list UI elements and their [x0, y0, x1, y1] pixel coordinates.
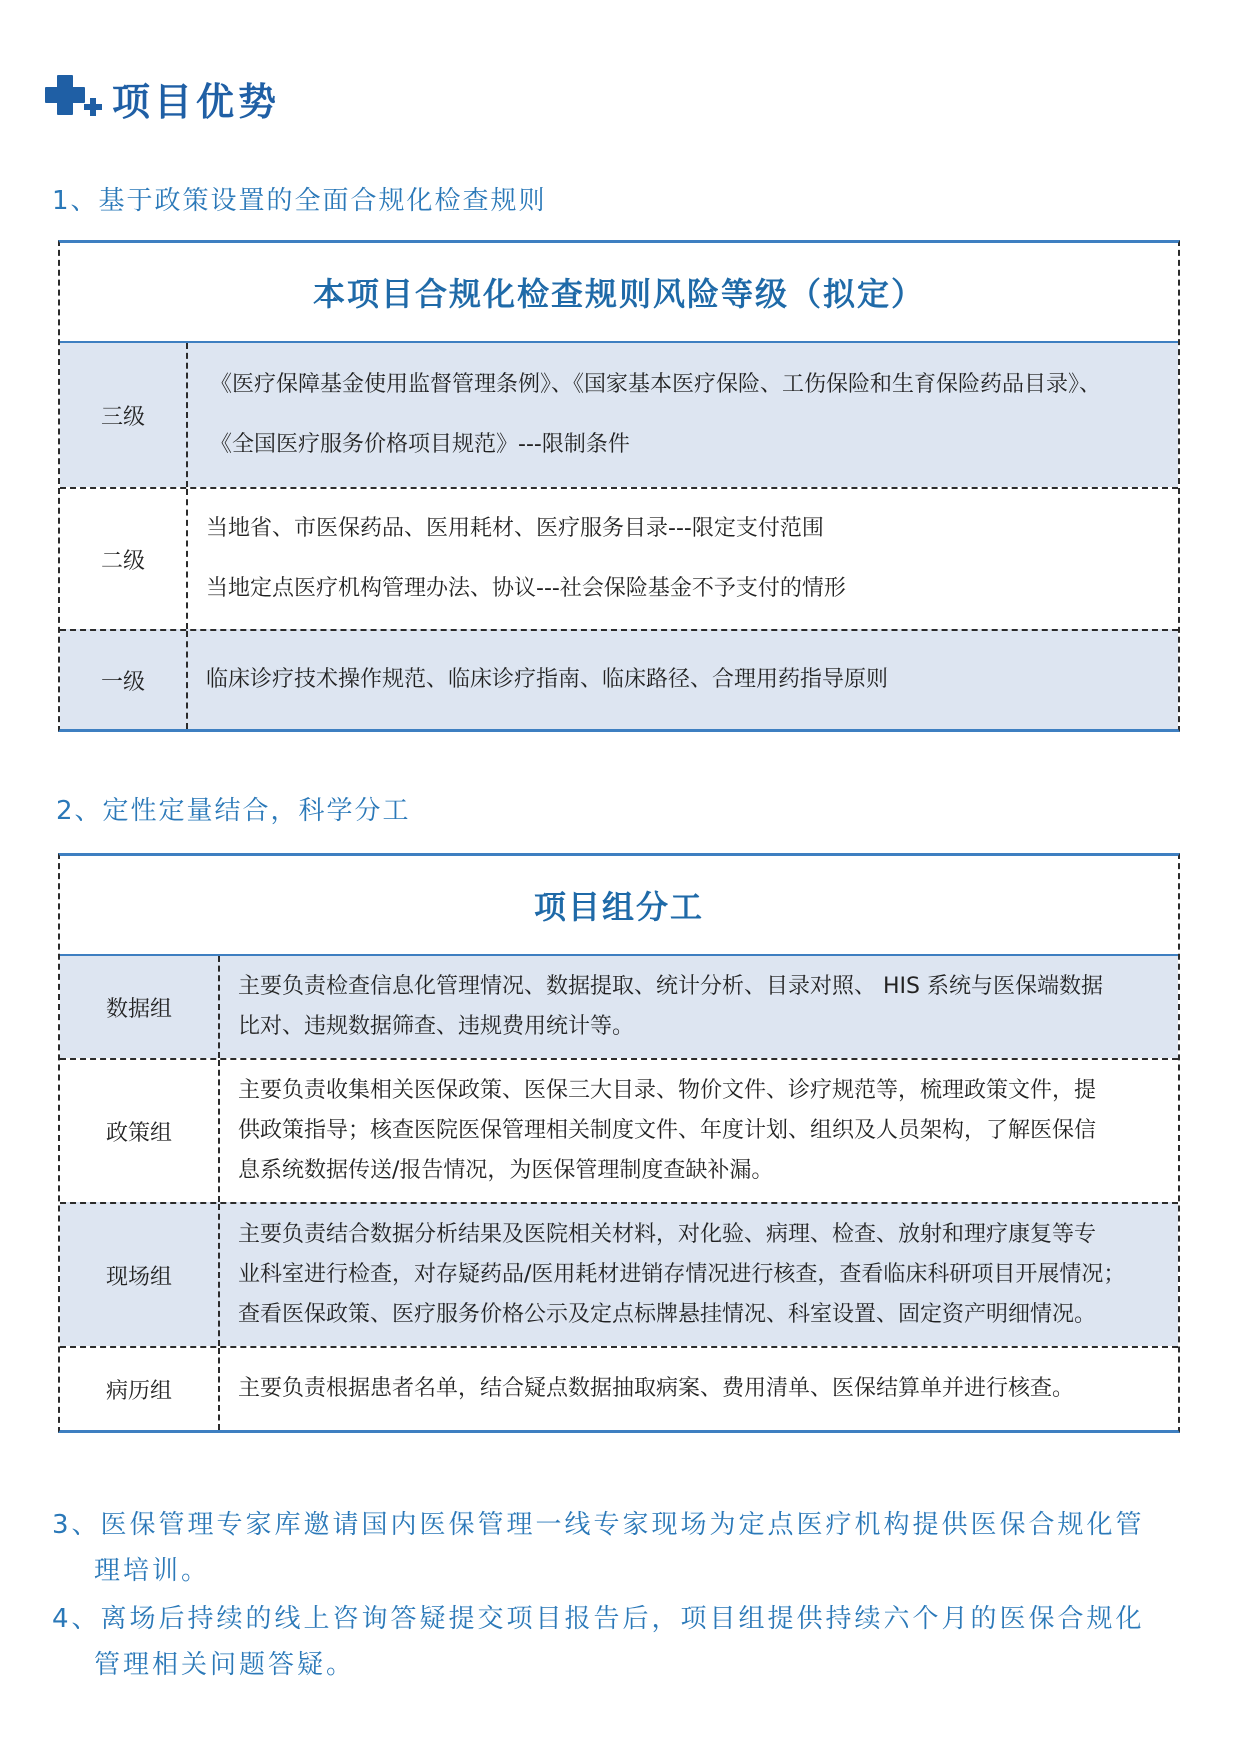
risk-level-label: 二级: [60, 489, 188, 629]
medical-cross-icon: [44, 74, 106, 122]
content-line: 《医疗保障基金使用监督管理条例》、《国家基本医疗保险、工伤保险和生育保险药品目录》、: [210, 372, 1102, 397]
table-row: [60, 1058, 1178, 1202]
content-line: 临床诊疗技术操作规范、临床诊疗指南、临床路径、合理用药指导原则: [206, 667, 889, 692]
table-row: [60, 1202, 1178, 1346]
item-line: 4、离场后持续的线上咨询答疑提交项目报告后，项目组提供持续六个月的医保合规化: [52, 1604, 1145, 1634]
group-label: 数据组: [60, 956, 220, 1058]
table-row: [60, 629, 1178, 729]
table-row: [60, 956, 1178, 1058]
team-division-table-title: 项目组分工: [60, 856, 1178, 956]
content-line: 主要负责结合数据分析结果及医院相关材料，对化验、病理、检查、放射和理疗康复等专: [238, 1222, 1097, 1247]
group-duties: [220, 1348, 1178, 1430]
content-line: 查看医保政策、医疗服务价格公示及定点标牌悬挂情况、科室设置、固定资产明细情况。: [238, 1302, 1097, 1327]
content-line: 供政策指导；核查医院医保管理相关制度文件、年度计划、组织及人员架构，了解医保信: [238, 1118, 1097, 1143]
content-line: 主要负责检查信息化管理情况、数据提取、统计分析、目录对照、 HIS 系统与医保端数据: [238, 974, 1103, 999]
content-line: 当地省、市医保药品、医用耗材、医疗服务目录---限定支付范围: [206, 516, 824, 541]
table-row: [60, 343, 1178, 487]
content-line: 比对、违规数据筛查、违规费用统计等。: [238, 1014, 635, 1039]
risk-level-content: [188, 489, 1178, 629]
content-line: 主要负责根据患者名单，结合疑点数据抽取病案、费用清单、医保结算单并进行核查。: [238, 1376, 1075, 1401]
group-duties: [220, 1060, 1178, 1202]
item-line: 理培训。: [94, 1556, 211, 1586]
team-division-table: [58, 853, 1180, 1433]
group-duties: [220, 956, 1178, 1058]
content-line: 业科室进行检查，对存疑药品/医用耗材进销存情况进行核查，查看临床科研项目开展情况；: [238, 1262, 1126, 1287]
risk-level-table-title: 本项目合规化检查规则风险等级（拟定）: [60, 243, 1178, 343]
group-label: 现场组: [60, 1204, 220, 1346]
table-row: [60, 1346, 1178, 1430]
content-line: 主要负责收集相关医保政策、医保三大目录、物价文件、诊疗规范等，梳理政策文件，提: [238, 1078, 1097, 1103]
risk-level-table: [58, 240, 1180, 732]
content-line: 《全国医疗服务价格项目规范》---限制条件: [210, 432, 630, 457]
advantage-item-consulting: [52, 1596, 1145, 1688]
item-line: 管理相关问题答疑。: [94, 1650, 356, 1680]
group-label: 病历组: [60, 1348, 220, 1430]
risk-level-content: [188, 631, 1178, 729]
risk-level-content: [188, 343, 1178, 487]
page-header: [44, 70, 280, 126]
table-row: [60, 487, 1178, 629]
risk-level-label: 一级: [60, 631, 188, 729]
advantage-item-training: [52, 1502, 1145, 1594]
section-heading-rules: 1、基于政策设置的全面合规化检查规则: [52, 186, 547, 216]
risk-level-label: 三级: [60, 343, 188, 487]
item-line: 3、医保管理专家库邀请国内医保管理一线专家现场为定点医疗机构提供医保合规化管: [52, 1510, 1145, 1540]
content-line: 息系统数据传送/报告情况，为医保管理制度查缺补漏。: [238, 1158, 774, 1183]
page-title: 项目优势: [112, 79, 281, 124]
content-line: 当地定点医疗机构管理办法、协议---社会保险基金不予支付的情形: [206, 576, 846, 601]
group-label: 政策组: [60, 1060, 220, 1202]
section-heading-division: 2、定性定量结合，科学分工: [56, 796, 411, 826]
group-duties: [220, 1204, 1178, 1346]
